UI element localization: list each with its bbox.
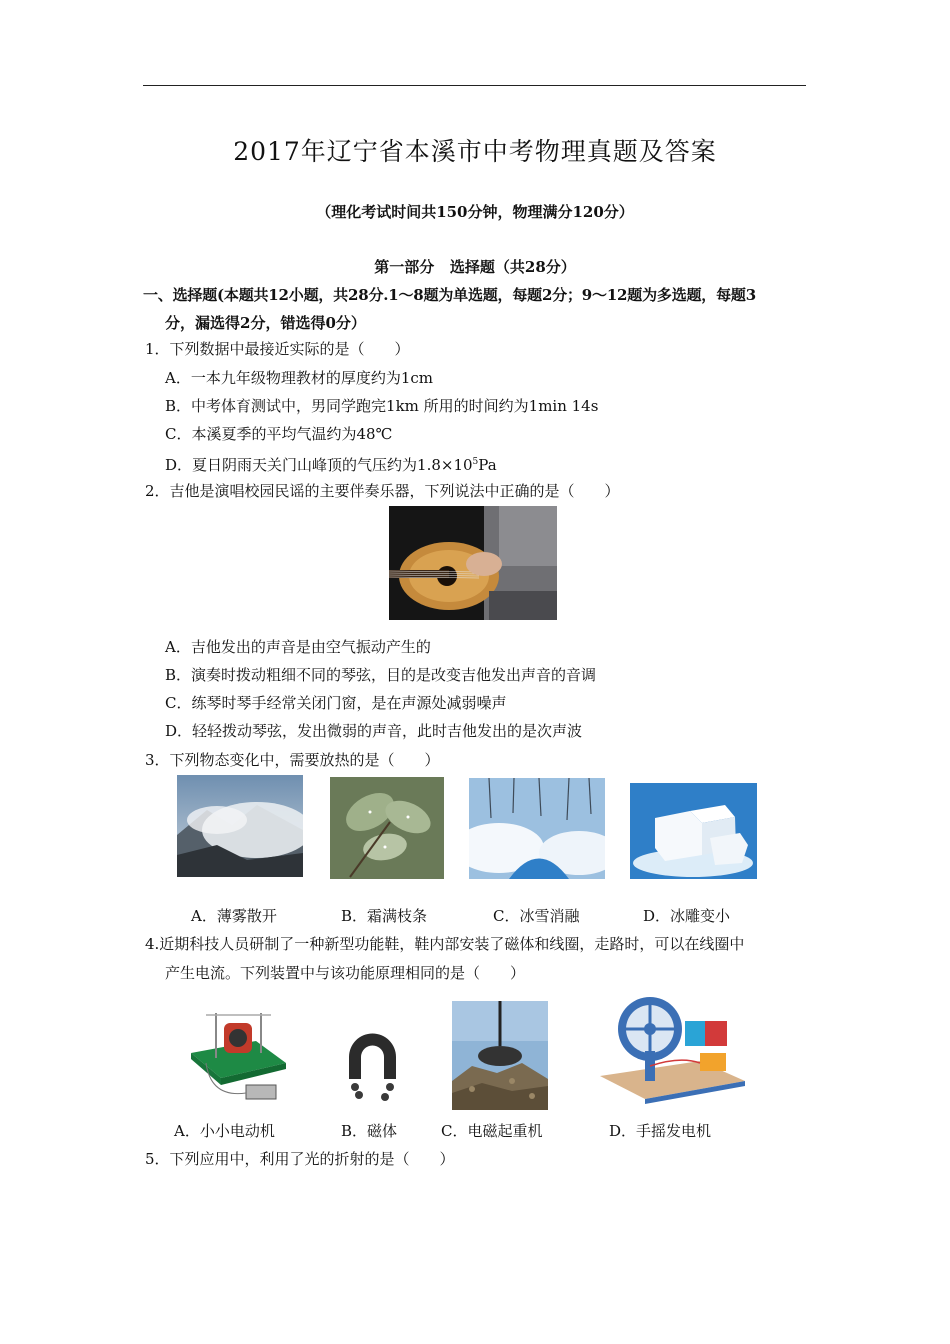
question-2-option-b: B．演奏时拨动粗细不同的琴弦，目的是改变吉他发出声音的音调 (165, 666, 597, 684)
question-3-stem: 3．下列物态变化中，需要放热的是（ ） (145, 751, 440, 769)
question-2-stem: 2．吉他是演唱校园民谣的主要伴奏乐器，下列说法中正确的是（ ） (145, 482, 620, 500)
option-d-exponent: 5 (472, 457, 479, 467)
motor-photo (186, 1003, 291, 1113)
question-4-caption-a: A．小小电动机 (174, 1122, 275, 1140)
page-title: 2017年辽宁省本溪市中考物理真题及答案 (233, 137, 717, 166)
section-line-1: 一、选择题(本题共12小题，共28分.1～8题为单选题，每题2分；9～12题为多选题，每题3 (143, 286, 756, 304)
crane-photo (452, 1001, 548, 1110)
part-heading: 第一部分 选择题（共28分） (374, 258, 576, 276)
magnet-photo (339, 1017, 406, 1105)
question-4-stem-line-1: 4.近期科技人员研制了一种新型功能鞋，鞋内部安装了磁体和线圈，走路时，可以在线圈中 (145, 935, 745, 953)
question-1-stem: 1．下列数据中最接近实际的是（ ） (145, 340, 410, 358)
question-2-option-d: D．轻轻拨动琴弦，发出微弱的声音，此时吉他发出的是次声波 (165, 722, 583, 740)
question-1-option-d (165, 452, 497, 475)
exam-subtitle: （理化考试时间共150分钟，物理满分120分） (316, 203, 634, 221)
question-1-option-a: A．一本九年级物理教材的厚度约为1cm (165, 369, 434, 387)
snow-photo (469, 778, 605, 879)
generator-photo (590, 991, 752, 1104)
question-1-option-c: C．本溪夏季的平均气温约为48℃ (165, 425, 393, 443)
question-4-stem-line-2: 产生电流。下列装置中与该功能原理相同的是（ ） (165, 964, 526, 982)
question-5-stem: 5．下列应用中，利用了光的折射的是（ ） (145, 1150, 455, 1168)
option-d-unit: Pa (478, 456, 497, 474)
guitar-photo (389, 506, 557, 620)
dry-ice-photo (630, 783, 757, 879)
question-3-caption-d: D．冰雕变小 (643, 907, 731, 925)
question-1-option-b: B．中考体育测试中，男同学跑完1km 所用的时间约为1min 14s (165, 397, 599, 415)
question-2-option-a: A．吉他发出的声音是由空气振动产生的 (165, 638, 431, 656)
question-3-caption-c: C．冰雪消融 (493, 907, 580, 925)
frost-photo (330, 777, 444, 879)
question-3-caption-a: A．薄雾散开 (191, 907, 277, 925)
question-4-caption-c: C．电磁起重机 (441, 1122, 543, 1140)
section-instructions (143, 281, 809, 337)
question-4-caption-d: D．手摇发电机 (609, 1122, 712, 1140)
question-3-caption-b: B．霜满枝条 (341, 907, 428, 925)
section-line-2: 分，漏选得2分，错选得0分） (165, 314, 366, 332)
option-d-text: D．夏日阴雨天关门山峰顶的气压约为1.8×10 (165, 456, 473, 474)
top-rule (143, 85, 806, 86)
question-4-caption-b: B．磁体 (341, 1122, 398, 1140)
question-2-option-c: C．练琴时琴手经常关闭门窗，是在声源处减弱噪声 (165, 694, 507, 712)
mist-photo (177, 775, 303, 877)
